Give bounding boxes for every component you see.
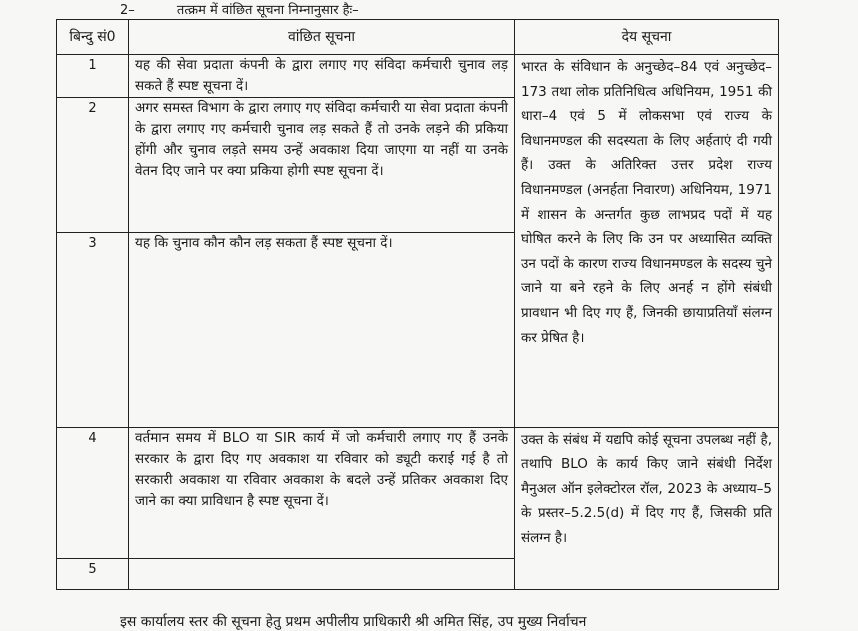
row-question bbox=[129, 559, 515, 590]
section-number: 2– bbox=[120, 3, 135, 18]
section-heading bbox=[120, 0, 359, 18]
header-requested-info: वांछित सूचना bbox=[129, 20, 515, 55]
row-serial: 3 bbox=[57, 233, 129, 428]
table-row bbox=[57, 55, 779, 98]
row-question: यह की सेवा प्रदाता कंपनी के द्वारा लगाए गए संविदा कर्मचारी चुनाव लड़ सकते हैं स्पष्ट सूचना दें। bbox=[129, 55, 515, 98]
row-serial: 5 bbox=[57, 559, 129, 590]
answer-points-4-5: उक्त के संबंध में यद्यपि कोई सूचना उपलब्ध नहीं है, तथापि BLO के कार्य किए जाने संबंधी निर्देश मैनुअल ऑन इलेक्टोरल रॉल, 2023 के अध्याय–5 के प्रस्तर–5.2.5(d) में दिए गए हैं, जिसकी प्रति संलग्न है। bbox=[515, 428, 779, 590]
answer-points-1-3: भारत के संविधान के अनुच्छेद–84 एवं अनुच्छेद–173 तथा लोक प्रतिनिधित्व अधिनियम, 1951 की धारा–4 एवं 5 में लोकसभा एवं राज्य के विधानमण्डल की सदस्यता के लिए अर्हताएं दी गयी हैं। उक्त के अतिरिक्त उत्तर प्रदेश राज्य विधानमण्डल (अनर्हता निवारण) अधिनियम, 1971 में शासन के अन्तर्गत कुछ लाभप्रद पदों में यह घोषित करने के लिए कि उन पर अध्यासित व्यक्ति उन पदों के कारण राज्य विधानमण्डल के सदस्य चुने जाने या बने रहने के लिए अनर्ह न होंगे संबंधी प्रावधान भी दिए गए हैं, जिनकी छायाप्रतियाँ संलग्न कर प्रेषित है। bbox=[515, 55, 779, 428]
footer-text: इस कार्यालय स्तर की सूचना हेतु प्रथम अपीलीय प्राधिकारी श्री अमित सिंह, उप मुख्य निर्वाचन bbox=[120, 614, 587, 630]
row-serial: 4 bbox=[57, 428, 129, 559]
rti-information-table bbox=[56, 19, 779, 590]
table-header-row bbox=[57, 20, 779, 55]
table-row bbox=[57, 428, 779, 559]
section-heading-text: तत्क्रम में वांछित सूचना निम्नानुसार हैः– bbox=[176, 3, 359, 18]
row-serial: 1 bbox=[57, 55, 129, 98]
header-serial: बिन्दु सं0 bbox=[57, 20, 129, 55]
row-serial: 2 bbox=[57, 98, 129, 233]
row-question: यह कि चुनाव कौन कौन लड़ सकता हैं स्पष्ट सूचना दें। bbox=[129, 233, 515, 428]
row-question: वर्तमान समय में BLO या SIR कार्य में जो कर्मचारी लगाए गए हैं उनके सरकार के द्वारा दिए गए अवकाश या रविवार को ड्यूटी कराई गई है तो सरकारी अवकाश या रविवार अवकाश के बदले उन्हें प्रतिकर अवकाश दिए जाने का क्या प्राविधान है स्पष्ट सूचना दें। bbox=[129, 428, 515, 559]
row-question: अगर समस्त विभाग के द्वारा लगाए गए संविदा कर्मचारी या सेवा प्रदाता कंपनी के द्वारा लगाए गए कर्मचारी चुनाव लड़ सकते हैं तो उनके लड़ने की प्रकिया होंगी और चुनाव लड़ते समय उन्हें अवकाश दिया जाएगा या नहीं या उनके वेतन दिए जाने पर क्या प्रकिया होगी स्पष्ट सूचना दें। bbox=[129, 98, 515, 233]
header-provided-info: देय सूचना bbox=[515, 20, 779, 55]
